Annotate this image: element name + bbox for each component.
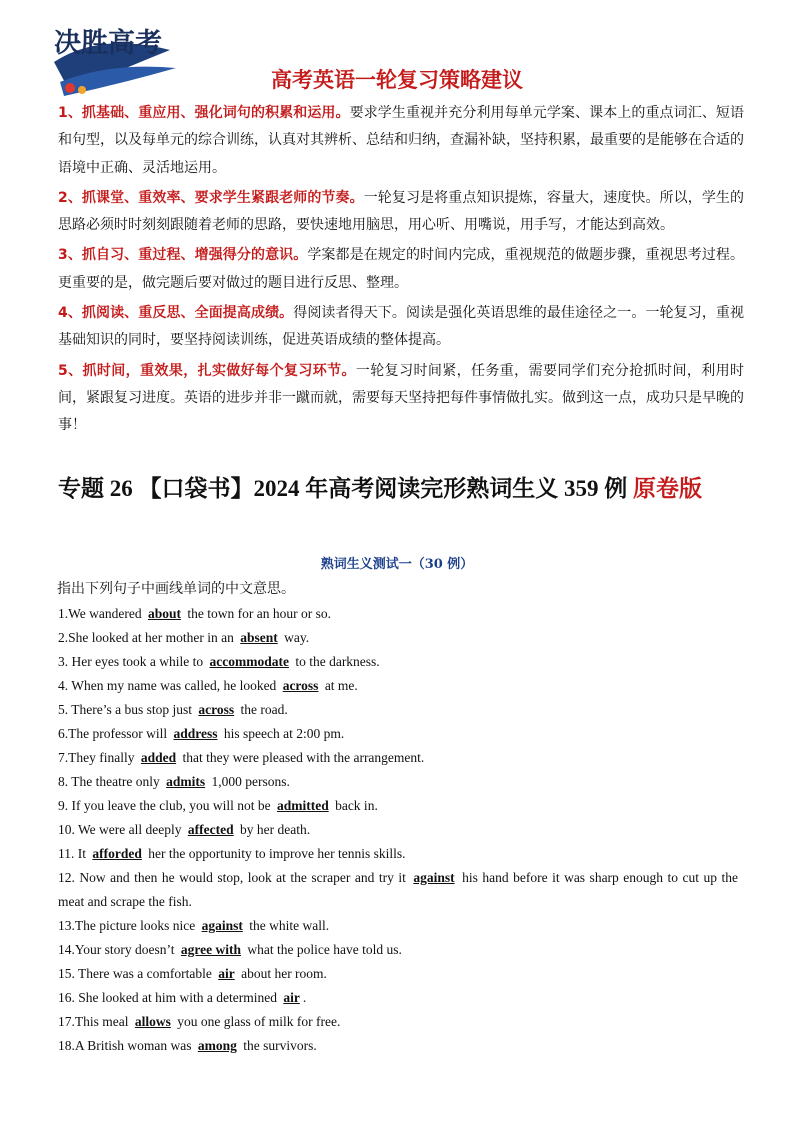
question-item	[58, 722, 738, 746]
test-title: 熟词生义测试一（30 例）	[320, 557, 474, 572]
underlined-word: absent	[240, 630, 278, 645]
question-item	[58, 698, 738, 722]
question-text-pre: 10. We were all deeply	[58, 822, 185, 837]
advice-item	[58, 358, 744, 440]
question-text-post: that they were pleased with the arrangement.	[179, 750, 425, 765]
question-item	[58, 746, 738, 770]
question-text-post: the town for an hour or so.	[184, 606, 331, 621]
question-text-post: at me.	[321, 678, 358, 693]
question-text-post: by her death.	[236, 822, 311, 837]
question-item	[58, 602, 738, 626]
brand-logo-text: 决胜高考	[54, 28, 162, 59]
advice-body: 一轮复习时间紧，任务重，需要同学们充分抢抓时间，利用时间，紧跟复习进度。英语的进步并非一蹴而就，需要每天坚持把每件事情做扎实。做到这一点，成功只是早晚的事！	[58, 362, 745, 434]
question-text-pre: 9. If you leave the club, you will not be	[58, 798, 274, 813]
instruction: 指出下列句子中画线单词的中文意思。	[57, 581, 295, 597]
question-text-pre: 1.We wandered	[58, 606, 145, 621]
underlined-word: allows	[134, 1014, 171, 1029]
advice-heading: 4、抓阅读、重反思、全面提高成绩。	[58, 305, 294, 322]
underlined-word: against	[413, 870, 455, 885]
underlined-word: added	[140, 750, 177, 765]
underlined-word: against	[201, 918, 243, 933]
question-text-post: 1,000 persons.	[208, 774, 290, 789]
question-text-post: about her room.	[237, 966, 327, 981]
question-item	[58, 938, 738, 962]
underlined-word: air	[218, 966, 235, 981]
question-item	[58, 866, 738, 914]
question-text-pre: 7.They finally	[58, 750, 138, 765]
question-text-post: the survivors.	[239, 1038, 317, 1053]
advice-body: 要求学生重视并充分利用每单元学案、课本上的重点词汇、短语和句型，以及每单元的综合训练，认真对其辨析、总结和归纳，查漏补缺，坚持积累，最重要的是能够在合适的语境中正确、灵活地运用。	[58, 105, 744, 176]
question-item	[58, 626, 738, 650]
underlined-word: accommodate	[209, 654, 289, 669]
advice-item	[58, 185, 744, 240]
question-item	[58, 986, 738, 1010]
question-text-post: you one glass of milk for free.	[173, 1014, 341, 1029]
question-item	[58, 794, 738, 818]
question-text-pre: 6.The professor will	[58, 726, 171, 741]
section-tag: 原卷版	[633, 476, 702, 501]
question-text-pre: 15. There was a comfortable	[58, 966, 216, 981]
advice-item	[58, 300, 744, 355]
advice-heading: 5、抓时间，重效果，扎实做好每个复习环节。	[58, 362, 356, 379]
question-item	[58, 650, 738, 674]
question-text-post: .	[302, 990, 307, 1005]
advice-body: 一轮复习是将重点知识提炼，容量大，速度快。所以，学生的思路必须时时刻刻跟随着老师的思路，要快速地用脑思，用心听、用嘴说，用手写，才能达到高效。	[58, 189, 745, 234]
question-text-pre: 8. The theatre only	[58, 774, 164, 789]
advice-heading: 2、抓课堂、重效率、要求学生紧跟老师的节奏。	[58, 189, 364, 206]
question-text-pre: 12. Now and then he would stop, look at the scraper and try it	[58, 870, 411, 885]
advice-item	[58, 242, 744, 297]
underlined-word: about	[148, 606, 182, 621]
question-text-pre: 4. When my name was called, he looked	[58, 678, 280, 693]
advice-item	[58, 100, 744, 182]
question-text-pre: 3. Her eyes took a while to	[58, 654, 207, 669]
underlined-word: admitted	[276, 798, 329, 813]
question-text-post: the road.	[237, 702, 288, 717]
underlined-word: address	[173, 726, 218, 741]
advice-heading: 3、抓自习、重过程、增强得分的意识。	[58, 247, 308, 264]
advice-list	[58, 100, 744, 443]
underlined-word: afforded	[92, 846, 142, 861]
section-title	[58, 470, 748, 508]
question-text-pre: 18.A British woman was	[58, 1038, 195, 1053]
question-item	[58, 770, 738, 794]
question-text-pre: 17.This meal	[58, 1014, 132, 1029]
question-text-post: to the darkness.	[291, 654, 380, 669]
question-item	[58, 962, 738, 986]
question-text-pre: 11. It	[58, 846, 90, 861]
page-title: 高考英语一轮复习策略建议	[271, 68, 523, 92]
question-text-pre: 5. There’s a bus stop just	[58, 702, 196, 717]
advice-body: 学案都是在规定的时间内完成，重视规范的做题步骤，重视思考过程。更重要的是，做完题后要对做过的题目进行反思、整理。	[58, 247, 744, 291]
question-item	[58, 1010, 738, 1034]
question-text-pre: 16. She looked at him with a determined	[58, 990, 281, 1005]
underlined-word: across	[282, 678, 319, 693]
question-text-post: way.	[280, 630, 310, 645]
advice-body: 得阅读者得天下。阅读是强化英语思维的最佳途径之一。一轮复习，重视基础知识的同时，要坚持阅读训练，促进英语成绩的整体提高。	[58, 305, 744, 349]
question-text-post: her the opportunity to improve her tennis skills.	[144, 846, 406, 861]
underlined-word: among	[197, 1038, 237, 1053]
underlined-word: affected	[187, 822, 234, 837]
underlined-word: air	[283, 990, 300, 1005]
question-item	[58, 914, 738, 938]
underlined-word: agree with	[180, 942, 242, 957]
question-item	[58, 842, 738, 866]
question-text-pre: 13.The picture looks nice	[58, 918, 199, 933]
question-text-pre: 14.Your story doesn’t	[58, 942, 178, 957]
question-text-post: his speech at 2:00 pm.	[220, 726, 345, 741]
question-text-pre: 2.She looked at her mother in an	[58, 630, 238, 645]
question-item	[58, 1034, 738, 1058]
underlined-word: across	[198, 702, 235, 717]
question-item	[58, 674, 738, 698]
underlined-word: admits	[166, 774, 206, 789]
question-text-post: what the police have told us.	[244, 942, 402, 957]
question-text-post: back in.	[331, 798, 378, 813]
section-title-text: 专题 26 【口袋书】2024 年高考阅读完形熟词生义 359 例	[58, 476, 628, 501]
advice-heading: 1、抓基础、重应用、强化词句的积累和运用。	[58, 105, 350, 121]
question-text-post: the white wall.	[245, 918, 330, 933]
question-list	[58, 602, 738, 1058]
question-item	[58, 818, 738, 842]
question-text-post: his hand before it was sharp enough to cut up the meat and scrape the fish.	[58, 870, 739, 909]
